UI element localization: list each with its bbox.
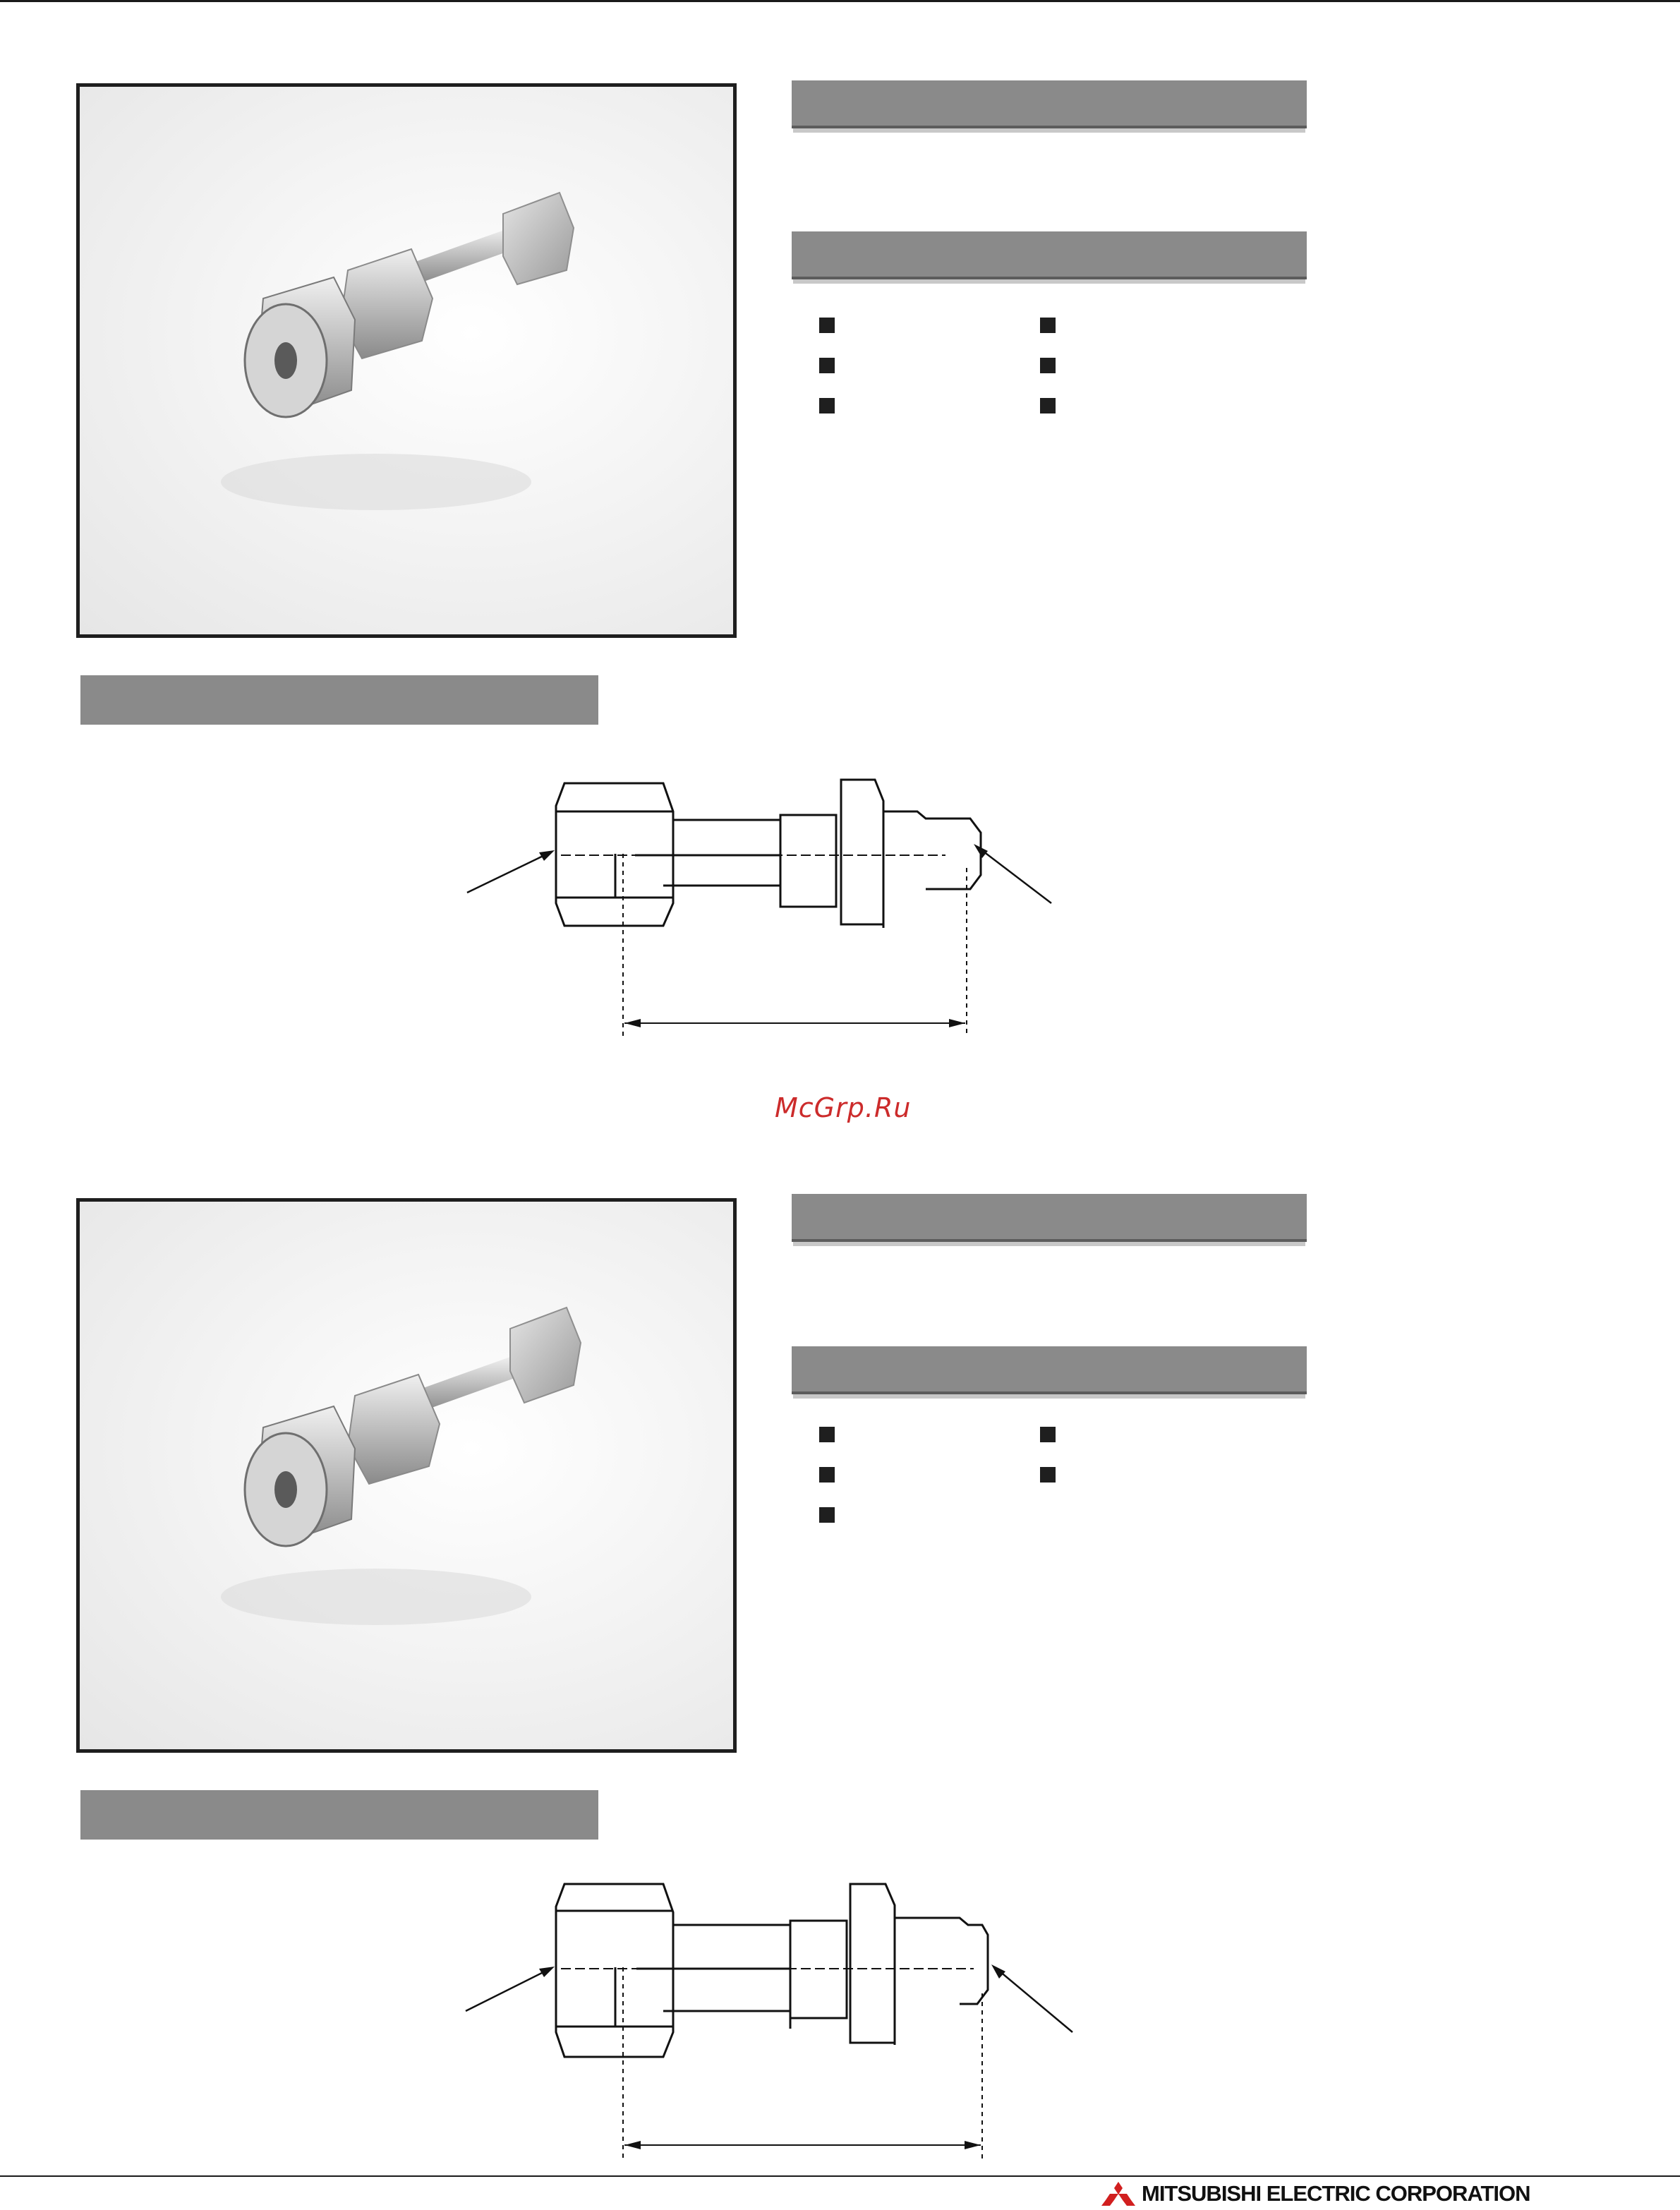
bullet-marker	[1040, 1427, 1056, 1442]
bullet-marker	[819, 1507, 835, 1523]
product-photo-1	[76, 83, 737, 638]
section-2-spec-bar	[792, 1346, 1307, 1394]
technical-drawing-1	[452, 762, 1072, 1044]
three-diamond-logo-icon	[1101, 2182, 1136, 2206]
bullet-marker	[819, 1427, 835, 1442]
bullet-marker	[819, 398, 835, 413]
section-1-spec-bar	[792, 231, 1307, 279]
bottom-rule	[0, 2175, 1680, 2177]
technical-drawing-2	[452, 1870, 1087, 2166]
bullet-marker	[1040, 318, 1056, 333]
product-photo-2	[76, 1198, 737, 1753]
bullet-marker	[1040, 1467, 1056, 1483]
watermark: McGrp.Ru	[775, 1092, 912, 1123]
section-2-drawing-bar	[80, 1790, 598, 1840]
section-1-header-bar	[792, 80, 1307, 128]
section-2-header-bar	[792, 1194, 1307, 1242]
section-1-drawing-bar	[80, 675, 598, 725]
bullet-marker	[819, 318, 835, 333]
bullet-marker	[1040, 358, 1056, 373]
bullet-marker	[819, 358, 835, 373]
footer-brand	[1101, 2182, 1530, 2206]
bullet-marker	[819, 1467, 835, 1483]
brand-name: MITSUBISHI ELECTRIC CORPORATION	[1142, 2181, 1530, 2206]
top-rule	[0, 0, 1680, 2]
bullet-marker	[1040, 398, 1056, 413]
